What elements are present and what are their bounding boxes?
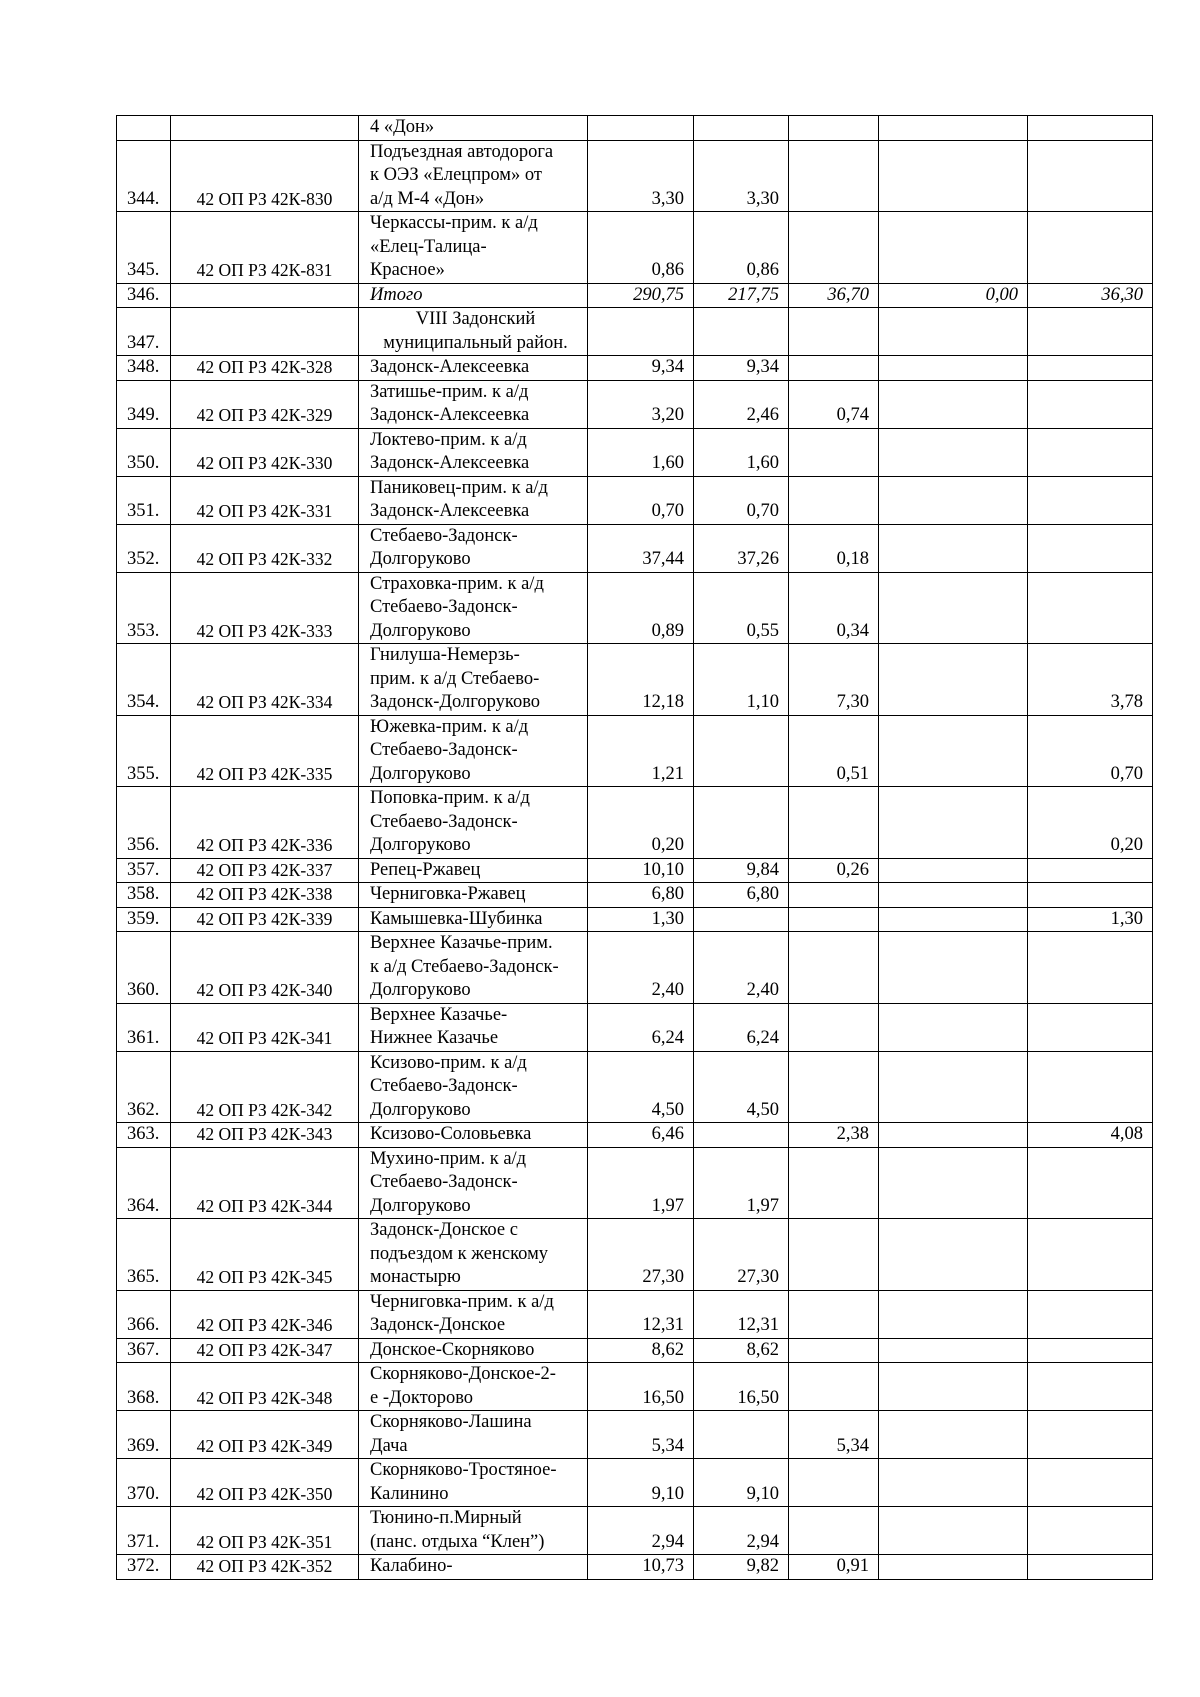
document-page	[116, 115, 1153, 1580]
table-row	[117, 1123, 1153, 1148]
length-col-6	[879, 140, 1028, 212]
length-col-7	[1028, 1459, 1153, 1507]
road-code: 42 ОП РЗ 42К-342	[171, 1051, 359, 1123]
length-col-6	[879, 1051, 1028, 1123]
road-name: Стебаево-Задонск- Долгоруково	[359, 524, 588, 572]
length-total: 5,34	[588, 1411, 694, 1459]
length-col-6	[879, 380, 1028, 428]
road-code: 42 ОП РЗ 42К-346	[171, 1290, 359, 1338]
length-col-6	[879, 1219, 1028, 1291]
length-col-6	[879, 644, 1028, 716]
length-col-6: 0,00	[879, 283, 1028, 308]
length-col-5	[789, 787, 879, 859]
length-col-5: 0,34	[789, 572, 879, 644]
length-col-4	[694, 116, 789, 141]
length-col-6	[879, 476, 1028, 524]
length-col-7: 0,70	[1028, 715, 1153, 787]
row-number: 370.	[117, 1459, 171, 1507]
road-code: 42 ОП РЗ 42К-333	[171, 572, 359, 644]
table-row	[117, 380, 1153, 428]
length-total: 6,24	[588, 1003, 694, 1051]
length-total: 290,75	[588, 283, 694, 308]
length-col-4	[694, 907, 789, 932]
table-row	[117, 116, 1153, 141]
length-col-7: 4,08	[1028, 1123, 1153, 1148]
length-total: 0,20	[588, 787, 694, 859]
road-code: 42 ОП РЗ 42К-338	[171, 883, 359, 908]
row-number: 367.	[117, 1338, 171, 1363]
length-col-4: 9,84	[694, 858, 789, 883]
road-code: 42 ОП РЗ 42К-352	[171, 1555, 359, 1580]
length-total: 27,30	[588, 1219, 694, 1291]
road-code: 42 ОП РЗ 42К-344	[171, 1147, 359, 1219]
road-name: Подъездная автодорога к ОЭЗ «Елецпром» от а/д М-4 «Дон»	[359, 140, 588, 212]
length-total: 10,73	[588, 1555, 694, 1580]
length-col-5	[789, 1507, 879, 1555]
length-col-5	[789, 116, 879, 141]
length-total: 2,94	[588, 1507, 694, 1555]
length-total: 3,20	[588, 380, 694, 428]
road-name: Черниговка-Ржавец	[359, 883, 588, 908]
length-total: 0,89	[588, 572, 694, 644]
road-name: Задонск-Донское с подъездом к женскому монастырю	[359, 1219, 588, 1291]
length-col-7	[1028, 428, 1153, 476]
road-code: 42 ОП РЗ 42К-348	[171, 1363, 359, 1411]
row-number: 348.	[117, 356, 171, 381]
road-name: Тюнино-п.Мирный (панс. отдыха “Клен”)	[359, 1507, 588, 1555]
length-col-6	[879, 428, 1028, 476]
row-number: 355.	[117, 715, 171, 787]
table-row	[117, 1290, 1153, 1338]
length-col-5	[789, 212, 879, 284]
length-col-4: 9,10	[694, 1459, 789, 1507]
table-row	[117, 787, 1153, 859]
length-total: 16,50	[588, 1363, 694, 1411]
length-col-6	[879, 356, 1028, 381]
row-number: 365.	[117, 1219, 171, 1291]
length-col-4	[694, 1123, 789, 1148]
row-number: 349.	[117, 380, 171, 428]
road-code: 42 ОП РЗ 42К-330	[171, 428, 359, 476]
length-col-7	[1028, 140, 1153, 212]
row-number: 371.	[117, 1507, 171, 1555]
road-name: Мухино-прим. к а/д Стебаево-Задонск- Долгоруково	[359, 1147, 588, 1219]
length-col-5: 5,34	[789, 1411, 879, 1459]
length-col-7: 36,30	[1028, 283, 1153, 308]
length-col-6	[879, 1338, 1028, 1363]
length-total: 4,50	[588, 1051, 694, 1123]
row-number: 356.	[117, 787, 171, 859]
table-row	[117, 1459, 1153, 1507]
length-total: 1,30	[588, 907, 694, 932]
length-total: 2,40	[588, 932, 694, 1004]
row-number: 366.	[117, 1290, 171, 1338]
length-total: 37,44	[588, 524, 694, 572]
length-col-5: 0,74	[789, 380, 879, 428]
length-col-5	[789, 1003, 879, 1051]
road-code	[171, 283, 359, 308]
table-row	[117, 572, 1153, 644]
length-col-5: 36,70	[789, 283, 879, 308]
row-number: 362.	[117, 1051, 171, 1123]
table-row	[117, 1363, 1153, 1411]
road-name: Поповка-прим. к а/д Стебаево-Задонск- Долгоруково	[359, 787, 588, 859]
length-col-6	[879, 1363, 1028, 1411]
row-number: 363.	[117, 1123, 171, 1148]
length-col-4: 9,82	[694, 1555, 789, 1580]
length-col-5	[789, 140, 879, 212]
length-col-7	[1028, 116, 1153, 141]
length-col-5	[789, 1459, 879, 1507]
table-row	[117, 715, 1153, 787]
length-col-6	[879, 1147, 1028, 1219]
road-name: Калабино-	[359, 1555, 588, 1580]
road-code: 42 ОП РЗ 42К-335	[171, 715, 359, 787]
length-col-6	[879, 1555, 1028, 1580]
length-total: 3,30	[588, 140, 694, 212]
length-col-5: 2,38	[789, 1123, 879, 1148]
road-code: 42 ОП РЗ 42К-328	[171, 356, 359, 381]
road-name: Скорняково-Тростяное- Калинино	[359, 1459, 588, 1507]
row-number: 347.	[117, 308, 171, 356]
length-total: 8,62	[588, 1338, 694, 1363]
length-col-7	[1028, 1003, 1153, 1051]
road-name: Задонск-Алексеевка	[359, 356, 588, 381]
road-name: Скорняково-Лашина Дача	[359, 1411, 588, 1459]
length-col-4: 12,31	[694, 1290, 789, 1338]
table-row	[117, 1051, 1153, 1123]
road-name: Локтево-прим. к а/д Задонск-Алексеевка	[359, 428, 588, 476]
length-col-5: 0,91	[789, 1555, 879, 1580]
length-col-7	[1028, 1338, 1153, 1363]
length-col-5	[789, 1338, 879, 1363]
length-col-7: 0,20	[1028, 787, 1153, 859]
road-code	[171, 116, 359, 141]
length-col-6	[879, 1003, 1028, 1051]
row-number: 346.	[117, 283, 171, 308]
road-code: 42 ОП РЗ 42К-351	[171, 1507, 359, 1555]
length-col-6	[879, 907, 1028, 932]
road-name: Репец-Ржавец	[359, 858, 588, 883]
length-col-4: 0,86	[694, 212, 789, 284]
length-col-5	[789, 883, 879, 908]
length-col-5	[789, 1147, 879, 1219]
table-row	[117, 428, 1153, 476]
length-col-7	[1028, 1219, 1153, 1291]
length-col-5	[789, 1051, 879, 1123]
length-total: 0,70	[588, 476, 694, 524]
length-col-6	[879, 116, 1028, 141]
length-col-7	[1028, 1411, 1153, 1459]
table-row	[117, 212, 1153, 284]
road-name: Гнилуша-Немерзь- прим. к а/д Стебаево- Задонск-Долгоруково	[359, 644, 588, 716]
length-total: 1,97	[588, 1147, 694, 1219]
row-number: 351.	[117, 476, 171, 524]
length-col-4: 37,26	[694, 524, 789, 572]
row-number: 354.	[117, 644, 171, 716]
length-col-4: 2,94	[694, 1507, 789, 1555]
length-total: 0,86	[588, 212, 694, 284]
row-number: 358.	[117, 883, 171, 908]
length-col-5	[789, 1219, 879, 1291]
length-col-7	[1028, 858, 1153, 883]
row-number: 361.	[117, 1003, 171, 1051]
table-row	[117, 858, 1153, 883]
length-col-4: 217,75	[694, 283, 789, 308]
length-total: 9,10	[588, 1459, 694, 1507]
length-col-4: 16,50	[694, 1363, 789, 1411]
road-name: Верхнее Казачье-прим. к а/д Стебаево-Задонск- Долгоруково	[359, 932, 588, 1004]
table-row	[117, 1147, 1153, 1219]
length-total: 10,10	[588, 858, 694, 883]
road-name: Ксизово-Соловьевка	[359, 1123, 588, 1148]
table-row	[117, 907, 1153, 932]
road-name: VIII Задонский муниципальный район.	[359, 308, 588, 356]
road-name: Паниковец-прим. к а/д Задонск-Алексеевка	[359, 476, 588, 524]
road-code: 42 ОП РЗ 42К-339	[171, 907, 359, 932]
row-number: 372.	[117, 1555, 171, 1580]
roads-table-body	[117, 116, 1153, 1580]
length-col-6	[879, 1459, 1028, 1507]
road-code: 42 ОП РЗ 42К-336	[171, 787, 359, 859]
length-col-5	[789, 932, 879, 1004]
length-col-6	[879, 1411, 1028, 1459]
length-total: 6,46	[588, 1123, 694, 1148]
length-col-7	[1028, 883, 1153, 908]
road-code: 42 ОП РЗ 42К-831	[171, 212, 359, 284]
length-col-4: 9,34	[694, 356, 789, 381]
road-code: 42 ОП РЗ 42К-331	[171, 476, 359, 524]
length-col-5: 0,18	[789, 524, 879, 572]
road-name: Камышевка-Шубинка	[359, 907, 588, 932]
table-row	[117, 1411, 1153, 1459]
row-number: 360.	[117, 932, 171, 1004]
length-col-4: 6,24	[694, 1003, 789, 1051]
row-number: 344.	[117, 140, 171, 212]
row-number: 364.	[117, 1147, 171, 1219]
length-col-7	[1028, 1507, 1153, 1555]
length-col-6	[879, 1507, 1028, 1555]
length-col-7	[1028, 356, 1153, 381]
length-col-4: 0,70	[694, 476, 789, 524]
row-number: 359.	[117, 907, 171, 932]
table-row	[117, 932, 1153, 1004]
road-name: Донское-Скорняково	[359, 1338, 588, 1363]
road-name: Страховка-прим. к а/д Стебаево-Задонск- Долгоруково	[359, 572, 588, 644]
length-col-4: 27,30	[694, 1219, 789, 1291]
length-col-7	[1028, 212, 1153, 284]
table-row	[117, 1003, 1153, 1051]
road-name: Черкассы-прим. к а/д «Елец-Талица- Красное»	[359, 212, 588, 284]
road-name: 4 «Дон»	[359, 116, 588, 141]
length-col-5	[789, 308, 879, 356]
road-code: 42 ОП РЗ 42К-830	[171, 140, 359, 212]
length-total: 1,60	[588, 428, 694, 476]
length-col-4: 0,55	[694, 572, 789, 644]
roads-table	[116, 115, 1153, 1580]
road-code: 42 ОП РЗ 42К-343	[171, 1123, 359, 1148]
length-col-7	[1028, 1555, 1153, 1580]
length-col-4	[694, 308, 789, 356]
length-col-6	[879, 932, 1028, 1004]
length-col-7: 1,30	[1028, 907, 1153, 932]
length-col-7	[1028, 1363, 1153, 1411]
road-name: Итого	[359, 283, 588, 308]
section-row	[117, 308, 1153, 356]
road-code: 42 ОП РЗ 42К-340	[171, 932, 359, 1004]
length-col-5	[789, 356, 879, 381]
length-total	[588, 116, 694, 141]
row-number: 369.	[117, 1411, 171, 1459]
road-code: 42 ОП РЗ 42К-334	[171, 644, 359, 716]
row-number: 353.	[117, 572, 171, 644]
table-row	[117, 476, 1153, 524]
table-row	[117, 1219, 1153, 1291]
road-name: Ксизово-прим. к а/д Стебаево-Задонск- Долгоруково	[359, 1051, 588, 1123]
length-col-4	[694, 715, 789, 787]
row-number: 357.	[117, 858, 171, 883]
table-row	[117, 1507, 1153, 1555]
table-row	[117, 1338, 1153, 1363]
road-code: 42 ОП РЗ 42К-341	[171, 1003, 359, 1051]
length-col-7	[1028, 1290, 1153, 1338]
length-col-5	[789, 1290, 879, 1338]
length-col-7	[1028, 1147, 1153, 1219]
length-col-4: 1,10	[694, 644, 789, 716]
length-col-5: 7,30	[789, 644, 879, 716]
length-col-5	[789, 476, 879, 524]
table-row	[117, 644, 1153, 716]
length-col-5	[789, 1363, 879, 1411]
length-total: 12,31	[588, 1290, 694, 1338]
road-code: 42 ОП РЗ 42К-347	[171, 1338, 359, 1363]
length-col-6	[879, 572, 1028, 644]
length-total: 6,80	[588, 883, 694, 908]
row-number: 345.	[117, 212, 171, 284]
road-code: 42 ОП РЗ 42К-337	[171, 858, 359, 883]
length-col-4: 1,60	[694, 428, 789, 476]
length-col-6	[879, 858, 1028, 883]
length-col-7	[1028, 572, 1153, 644]
road-name: Южевка-прим. к а/д Стебаево-Задонск- Долгоруково	[359, 715, 588, 787]
length-col-4: 8,62	[694, 1338, 789, 1363]
length-total: 1,21	[588, 715, 694, 787]
road-code: 42 ОП РЗ 42К-329	[171, 380, 359, 428]
length-col-4: 2,46	[694, 380, 789, 428]
length-col-6	[879, 308, 1028, 356]
length-col-7: 3,78	[1028, 644, 1153, 716]
length-col-4: 4,50	[694, 1051, 789, 1123]
length-col-6	[879, 212, 1028, 284]
road-name: Затишье-прим. к а/д Задонск-Алексеевка	[359, 380, 588, 428]
road-code: 42 ОП РЗ 42К-332	[171, 524, 359, 572]
length-col-5	[789, 428, 879, 476]
length-col-4: 3,30	[694, 140, 789, 212]
length-col-7	[1028, 524, 1153, 572]
length-col-6	[879, 1123, 1028, 1148]
table-row	[117, 1555, 1153, 1580]
length-col-5: 0,26	[789, 858, 879, 883]
table-row	[117, 356, 1153, 381]
total-row	[117, 283, 1153, 308]
row-number: 352.	[117, 524, 171, 572]
length-col-7	[1028, 476, 1153, 524]
length-col-6	[879, 883, 1028, 908]
row-number: 368.	[117, 1363, 171, 1411]
length-col-4	[694, 1411, 789, 1459]
length-col-7	[1028, 308, 1153, 356]
length-col-4: 1,97	[694, 1147, 789, 1219]
length-col-7	[1028, 1051, 1153, 1123]
length-col-6	[879, 715, 1028, 787]
length-col-7	[1028, 932, 1153, 1004]
row-number	[117, 116, 171, 141]
length-col-7	[1028, 380, 1153, 428]
length-col-6	[879, 787, 1028, 859]
length-col-5	[789, 907, 879, 932]
length-total: 9,34	[588, 356, 694, 381]
row-number: 350.	[117, 428, 171, 476]
length-total: 12,18	[588, 644, 694, 716]
length-col-4: 2,40	[694, 932, 789, 1004]
table-row	[117, 524, 1153, 572]
length-col-6	[879, 524, 1028, 572]
road-name: Скорняково-Донское-2- е -Докторово	[359, 1363, 588, 1411]
road-code: 42 ОП РЗ 42К-349	[171, 1411, 359, 1459]
length-col-4: 6,80	[694, 883, 789, 908]
length-col-6	[879, 1290, 1028, 1338]
length-total	[588, 308, 694, 356]
road-name: Верхнее Казачье- Нижнее Казачье	[359, 1003, 588, 1051]
length-col-5: 0,51	[789, 715, 879, 787]
table-row	[117, 140, 1153, 212]
road-name: Черниговка-прим. к а/д Задонск-Донское	[359, 1290, 588, 1338]
road-code: 42 ОП РЗ 42К-350	[171, 1459, 359, 1507]
length-col-4	[694, 787, 789, 859]
table-row	[117, 883, 1153, 908]
road-code	[171, 308, 359, 356]
road-code: 42 ОП РЗ 42К-345	[171, 1219, 359, 1291]
